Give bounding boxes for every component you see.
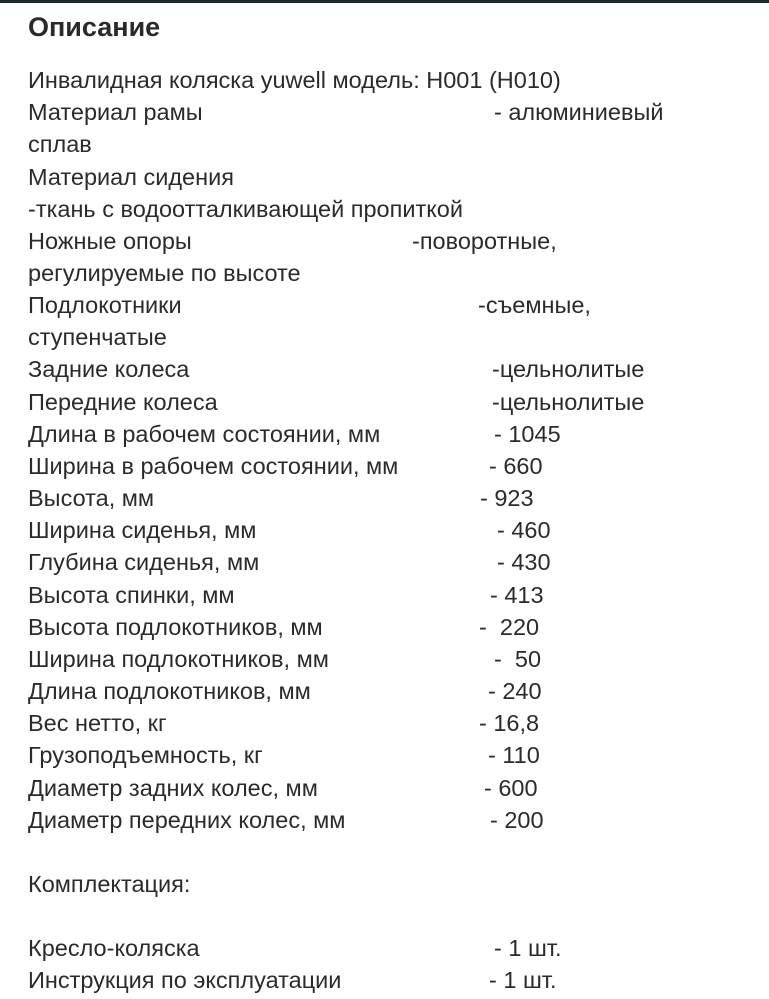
spec-row-armrest-height xyxy=(28,611,540,643)
spec-label: Передние колеса xyxy=(28,389,218,415)
spec-label: Диаметр задних колес, мм xyxy=(28,775,318,801)
package-heading: Комплектация: xyxy=(28,871,191,897)
spec-label: Глубина сиденья, мм xyxy=(28,549,260,575)
spec-label: Подлокотники xyxy=(28,292,182,318)
package-value: - 1 шт. xyxy=(489,967,557,993)
spec-label: Высота подлокотников, мм xyxy=(28,614,323,640)
spec-label: Ножные опоры xyxy=(28,228,192,254)
spec-value: - 110 xyxy=(488,742,540,768)
spec-label: Материал рамы xyxy=(28,99,203,125)
package-row-manual xyxy=(28,964,557,996)
spec-row-rear-wheel-diameter xyxy=(28,772,538,804)
spec-row-net-weight xyxy=(28,707,540,739)
spec-value: - 460 xyxy=(497,517,551,543)
package-row-wheelchair xyxy=(28,932,562,964)
spec-row-seat-width xyxy=(28,514,551,546)
spec-value-continuation: сплав xyxy=(28,131,92,157)
model-line: Инвалидная коляска yuwell модель: H001 (H010) xyxy=(28,67,561,93)
spec-value: -цельнолитые xyxy=(492,356,645,382)
spec-value: - 16,8 xyxy=(479,710,540,736)
package-label: Кресло-коляска xyxy=(28,935,200,961)
spec-value: - 240 xyxy=(488,678,542,704)
top-edge-divider xyxy=(0,0,769,3)
spec-row-armrests xyxy=(28,289,591,321)
spec-row-seat-depth xyxy=(28,546,551,578)
spec-value: - 200 xyxy=(490,807,544,833)
spec-row-height xyxy=(28,482,534,514)
spec-value: - 413 xyxy=(490,582,544,608)
spec-row-load-capacity xyxy=(28,739,540,771)
spec-label: Длина подлокотников, мм xyxy=(28,678,311,704)
spec-value-continuation: ступенчатые xyxy=(28,324,167,350)
spec-row-work-width xyxy=(28,450,543,482)
page-title: Описание xyxy=(28,12,161,42)
spec-label: Высота спинки, мм xyxy=(28,582,235,608)
spec-value: - 50 xyxy=(494,646,542,672)
spec-row-front-wheels xyxy=(28,386,645,418)
spec-label: Высота, мм xyxy=(28,485,155,511)
spec-row-frame-material xyxy=(28,96,664,128)
spec-value: - 600 xyxy=(484,775,538,801)
spec-row-footrests xyxy=(28,225,557,257)
spec-value: -поворотные, xyxy=(412,228,557,254)
spec-value: -цельнолитые xyxy=(492,389,645,415)
spec-value: - 660 xyxy=(489,453,543,479)
package-label: Инструкция по эксплуатации xyxy=(28,967,342,993)
spec-value: - 923 xyxy=(480,485,534,511)
spec-row-work-length xyxy=(28,418,561,450)
spec-label: Грузоподъемность, кг xyxy=(28,742,263,768)
package-value: - 1 шт. xyxy=(494,935,562,961)
spec-label: Задние колеса xyxy=(28,356,190,382)
spec-label: Длина в рабочем состоянии, мм xyxy=(28,421,381,447)
spec-row-armrest-length xyxy=(28,675,542,707)
spec-label: Ширина сиденья, мм xyxy=(28,517,257,543)
spec-value-seat-material: -ткань с водоотталкивающей пропиткой xyxy=(28,196,463,222)
spec-value-continuation: регулируемые по высоте xyxy=(28,260,301,286)
spec-value: -съемные, xyxy=(478,292,591,318)
spec-row-front-wheel-diameter xyxy=(28,804,544,836)
spec-value: - 220 xyxy=(479,614,540,640)
spec-label: Ширина в рабочем состоянии, мм xyxy=(28,453,399,479)
spec-value: - алюминиевый xyxy=(494,99,664,125)
spec-label: Ширина подлокотников, мм xyxy=(28,646,329,672)
spec-label: Диаметр передних колес, мм xyxy=(28,807,346,833)
spec-label-seat-material: Материал сидения xyxy=(28,164,234,190)
spec-value: - 1045 xyxy=(494,421,561,447)
spec-row-armrest-width xyxy=(28,643,542,675)
spec-label: Вес нетто, кг xyxy=(28,710,167,736)
spec-row-back-height xyxy=(28,579,544,611)
spec-value: - 430 xyxy=(497,549,551,575)
spec-row-rear-wheels xyxy=(28,353,645,385)
